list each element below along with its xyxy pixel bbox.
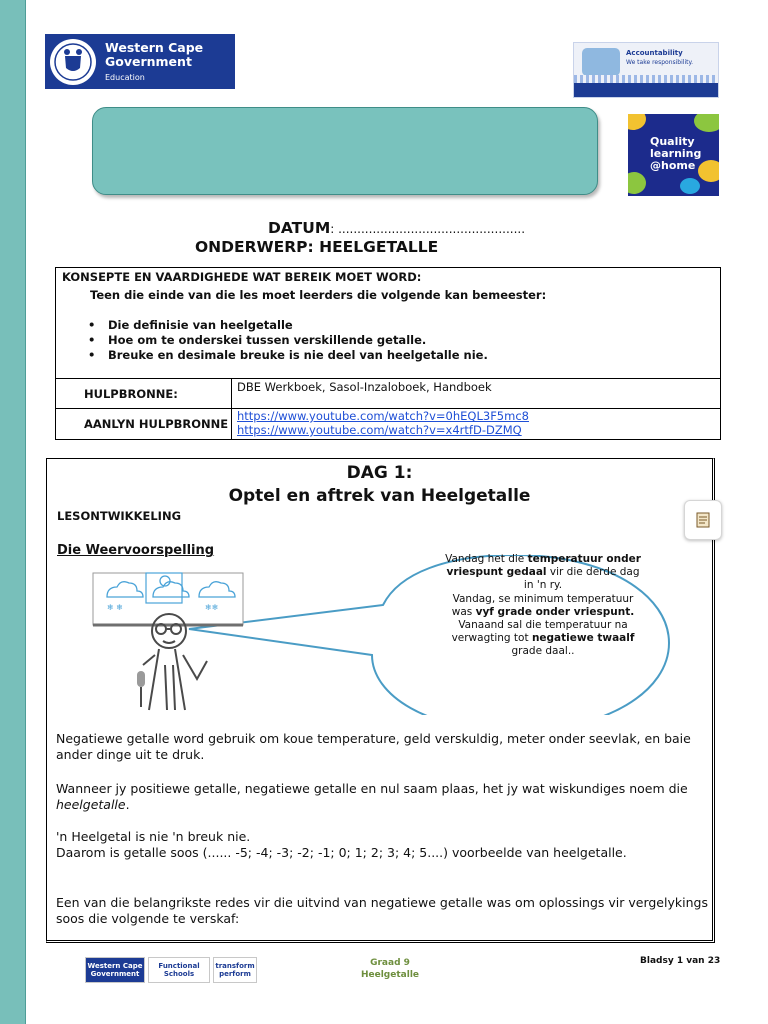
hulpbronne-row xyxy=(56,379,720,409)
svg-text:❄ ❄: ❄ ❄ xyxy=(107,603,123,612)
speech-text-part: vir die derde dag in 'n ry. xyxy=(523,566,640,592)
wcg-name-line2: Government xyxy=(105,54,192,69)
wcg-logo xyxy=(45,34,235,89)
paragraph-definition xyxy=(56,829,711,861)
wcg-department: Education xyxy=(105,73,145,82)
concept-bullet: • Hoe om te onderskei tussen verskillende getalle. xyxy=(88,333,488,348)
weather-screen xyxy=(93,573,243,625)
concept-bullet: • Breuke en desimale breuke is nie deel van heelgetalle nie. xyxy=(88,348,488,363)
footer-subject xyxy=(340,957,440,981)
coat-of-arms-icon xyxy=(50,39,96,85)
footer-logos xyxy=(85,957,257,983)
day-heading: DAG 1: xyxy=(346,463,413,483)
raised-hand-icon xyxy=(582,48,620,76)
youtube-link-1[interactable]: https://www.youtube.com/watch?v=0hEQL3F5mc8 xyxy=(237,409,529,423)
paragraph-negative-numbers: Negatiewe getalle word gebruik om koue temperature, geld verskuldig, meter onder seevlak, en baie ander dinge uit te druk. xyxy=(56,731,691,762)
footer-grade: Graad 9 xyxy=(370,958,410,968)
speech-text-bold: temperatuur onder vriespunt gedaal xyxy=(446,553,641,579)
page-number: Bladsy 1 van 23 xyxy=(640,956,721,966)
quality-learning-text: Quality learning @home xyxy=(650,135,702,172)
hulpbronne-label: HULPBRONNE: xyxy=(56,379,232,408)
datum-line xyxy=(268,219,525,237)
youtube-link-2[interactable]: https://www.youtube.com/watch?v=x4rtfD-DZMQ xyxy=(237,423,522,437)
paragraph-integers xyxy=(56,781,711,813)
paragraph-reason: Een van die belangrikste redes vir die uitvind van negatiewe getalle was om oplossings vir vergelykings soos die volgende te verskaf: xyxy=(56,895,708,926)
accountability-title: Accountability xyxy=(626,49,683,57)
floating-document-icon[interactable] xyxy=(684,500,722,540)
aanlyn-row xyxy=(56,409,720,439)
speech-bubble-text xyxy=(443,553,643,659)
datum-dots: : ................................................. xyxy=(330,222,526,236)
accountability-subtitle: We take responsibility. xyxy=(626,59,694,66)
side-accent-bar xyxy=(0,0,26,1024)
paragraph-line: Daarom is getalle soos (...... -5; -4; -3; -2; -1; 0; 1; 2; 3; 4; 5....) voorbeelde van heelgetalle. xyxy=(56,845,627,860)
concept-bullet: • Die definisie van heelgetalle xyxy=(88,318,488,333)
footer-topic: Heelgetalle xyxy=(360,970,420,980)
lesontwikkeling-label: LESONTWIKKELING xyxy=(57,509,182,523)
aanlyn-label: AANLYN HULPBRONNE xyxy=(56,409,232,439)
paragraph-text: . xyxy=(125,797,130,812)
speech-text-part: Vandag, se minimum temperatuur was xyxy=(451,592,634,618)
accountability-logo xyxy=(573,42,719,98)
hulpbronne-value: DBE Werkboek, Sasol-Inzaloboek, Handboek xyxy=(237,380,492,394)
footer-wcg-logo: Western Cape Government xyxy=(85,957,145,983)
paragraph-line: 'n Heelgetal is nie 'n breuk nie. xyxy=(56,829,251,844)
concepts-table xyxy=(55,267,721,440)
speech-text-part: grade daal.. xyxy=(511,645,575,658)
title-banner xyxy=(92,107,598,195)
speech-text-bold: vyf grade onder vriespunt. xyxy=(475,605,635,618)
concepts-bullet-list xyxy=(88,318,488,363)
speech-text-bold: negatiewe twaalf xyxy=(531,632,635,645)
weather-heading: Die Weervoorspelling xyxy=(57,543,215,558)
wcg-name-line1: Western Cape xyxy=(105,40,204,55)
speech-text-part: Vandag het die xyxy=(445,553,528,565)
lesson-title: Optel en aftrek van Heelgetalle xyxy=(228,486,531,506)
svg-text:❄❄: ❄❄ xyxy=(205,603,219,612)
onderwerp-title: ONDERWERP: HEELGETALLE xyxy=(195,238,439,256)
footer-functional-schools-logo: Functional Schools xyxy=(148,957,210,983)
speech-text-part: Vanaand sal die temperatuur na verwagting tot xyxy=(451,619,628,645)
footer-transform-logo: transform perform xyxy=(213,957,257,983)
concepts-heading: KONSEPTE EN VAARDIGHEDE WAT BEREIK MOET WORD: xyxy=(62,270,422,284)
concepts-intro: Teen die einde van die les moet leerders die volgende kan bemeester: xyxy=(90,288,547,302)
paragraph-italic: heelgetalle xyxy=(56,797,126,812)
lesson-box xyxy=(46,458,715,943)
aanlyn-links xyxy=(232,409,720,439)
paragraph-text: Wanneer jy positiewe getalle, negatiewe getalle en nul saam plaas, het jy wat wiskundiges noem die xyxy=(56,781,688,796)
quality-learning-logo xyxy=(628,114,719,196)
datum-label: DATUM xyxy=(268,219,331,237)
